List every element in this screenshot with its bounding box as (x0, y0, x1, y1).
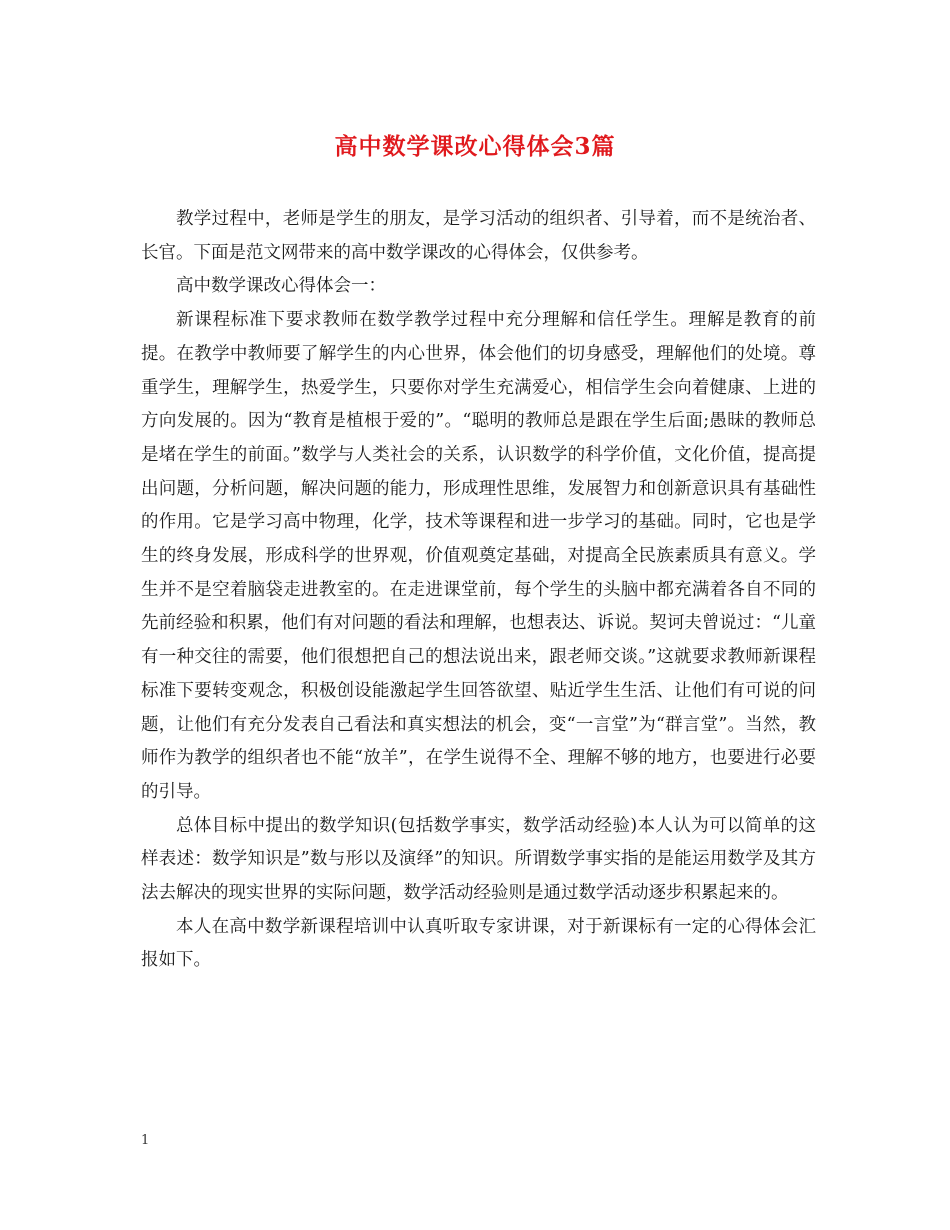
document-title: 高中数学课改心得体会3篇 (334, 133, 616, 160)
section-heading: 高中数学课改心得体会一： (176, 276, 386, 297)
document-body (141, 203, 816, 978)
body-paragraph: 本人在高中数学新课程培训中认真听取专家讲课，对于新课标有一定的心得体会汇报如下。 (141, 916, 816, 971)
intro-paragraph: 教学过程中，老师是学生的朋友，是学习活动的组织者、引导着，而不是统治者、长官。下面是范文网带来的高中数学课改的心得体会，仅供参考。 (141, 209, 816, 263)
page-number: 1 (141, 1133, 150, 1148)
body-paragraph: 总体目标中提出的数学知识(包括数学事实，数学活动经验)本人认为可以简单的这样表述：数学知识是”数与形以及演绎”的知识。所谓数学事实指的是能运用数学及其方法去解决的现实世界的实际问题，数学活动经验则是通过数学活动逐步积累起来的。 (141, 815, 816, 904)
body-paragraph: 新课程标准下要求教师在数学教学过程中充分理解和信任学生。理解是教育的前提。在教学中教师要了解学生的内心世界，体会他们的切身感受，理解他们的处境。尊重学生，理解学生，热爱学生，只要你对学生充满爱心，相信学生会向着健康、上进的方向发展的。因为“教育是植根于爱的”。“聪明的教师总是跟在学生后面;愚昧的教师总是堵在学生的前面。”数学与人类社会的关系，认识数学的科学价值，文化价值，提高提出问题，分析问题，解决问题的能力，形成理性思维，发展智力和创新意识具有基础性的作用。它是学习高中物理，化学，技术等课程和进一步学习的基础。同时，它也是学生的终身发展，形成科学的世界观，价值观奠定基础，对提高全民族素质具有意义。学生并不是空着脑袋走进教室的。在走进课堂前，每个学生的头脑中都充满着各自不同的先前经验和积累，他们有对问题的看法和理解，也想表达、诉说。契诃夫曾说过：“儿童有一种交往的需要，他们很想把自己的想法说出来，跟老师交谈。”这就要求教师新课程标准下要转变观念，积极创设能激起学生回答欲望、贴近学生生活、让他们有可说的问题，让他们有充分发表自己看法和真实想法的机会，变“一言堂”为“群言堂”。当然，教师作为教学的组织者也不能“放羊”，在学生说得不全、理解不够的地方，也要进行必要的引导。 (141, 310, 816, 802)
